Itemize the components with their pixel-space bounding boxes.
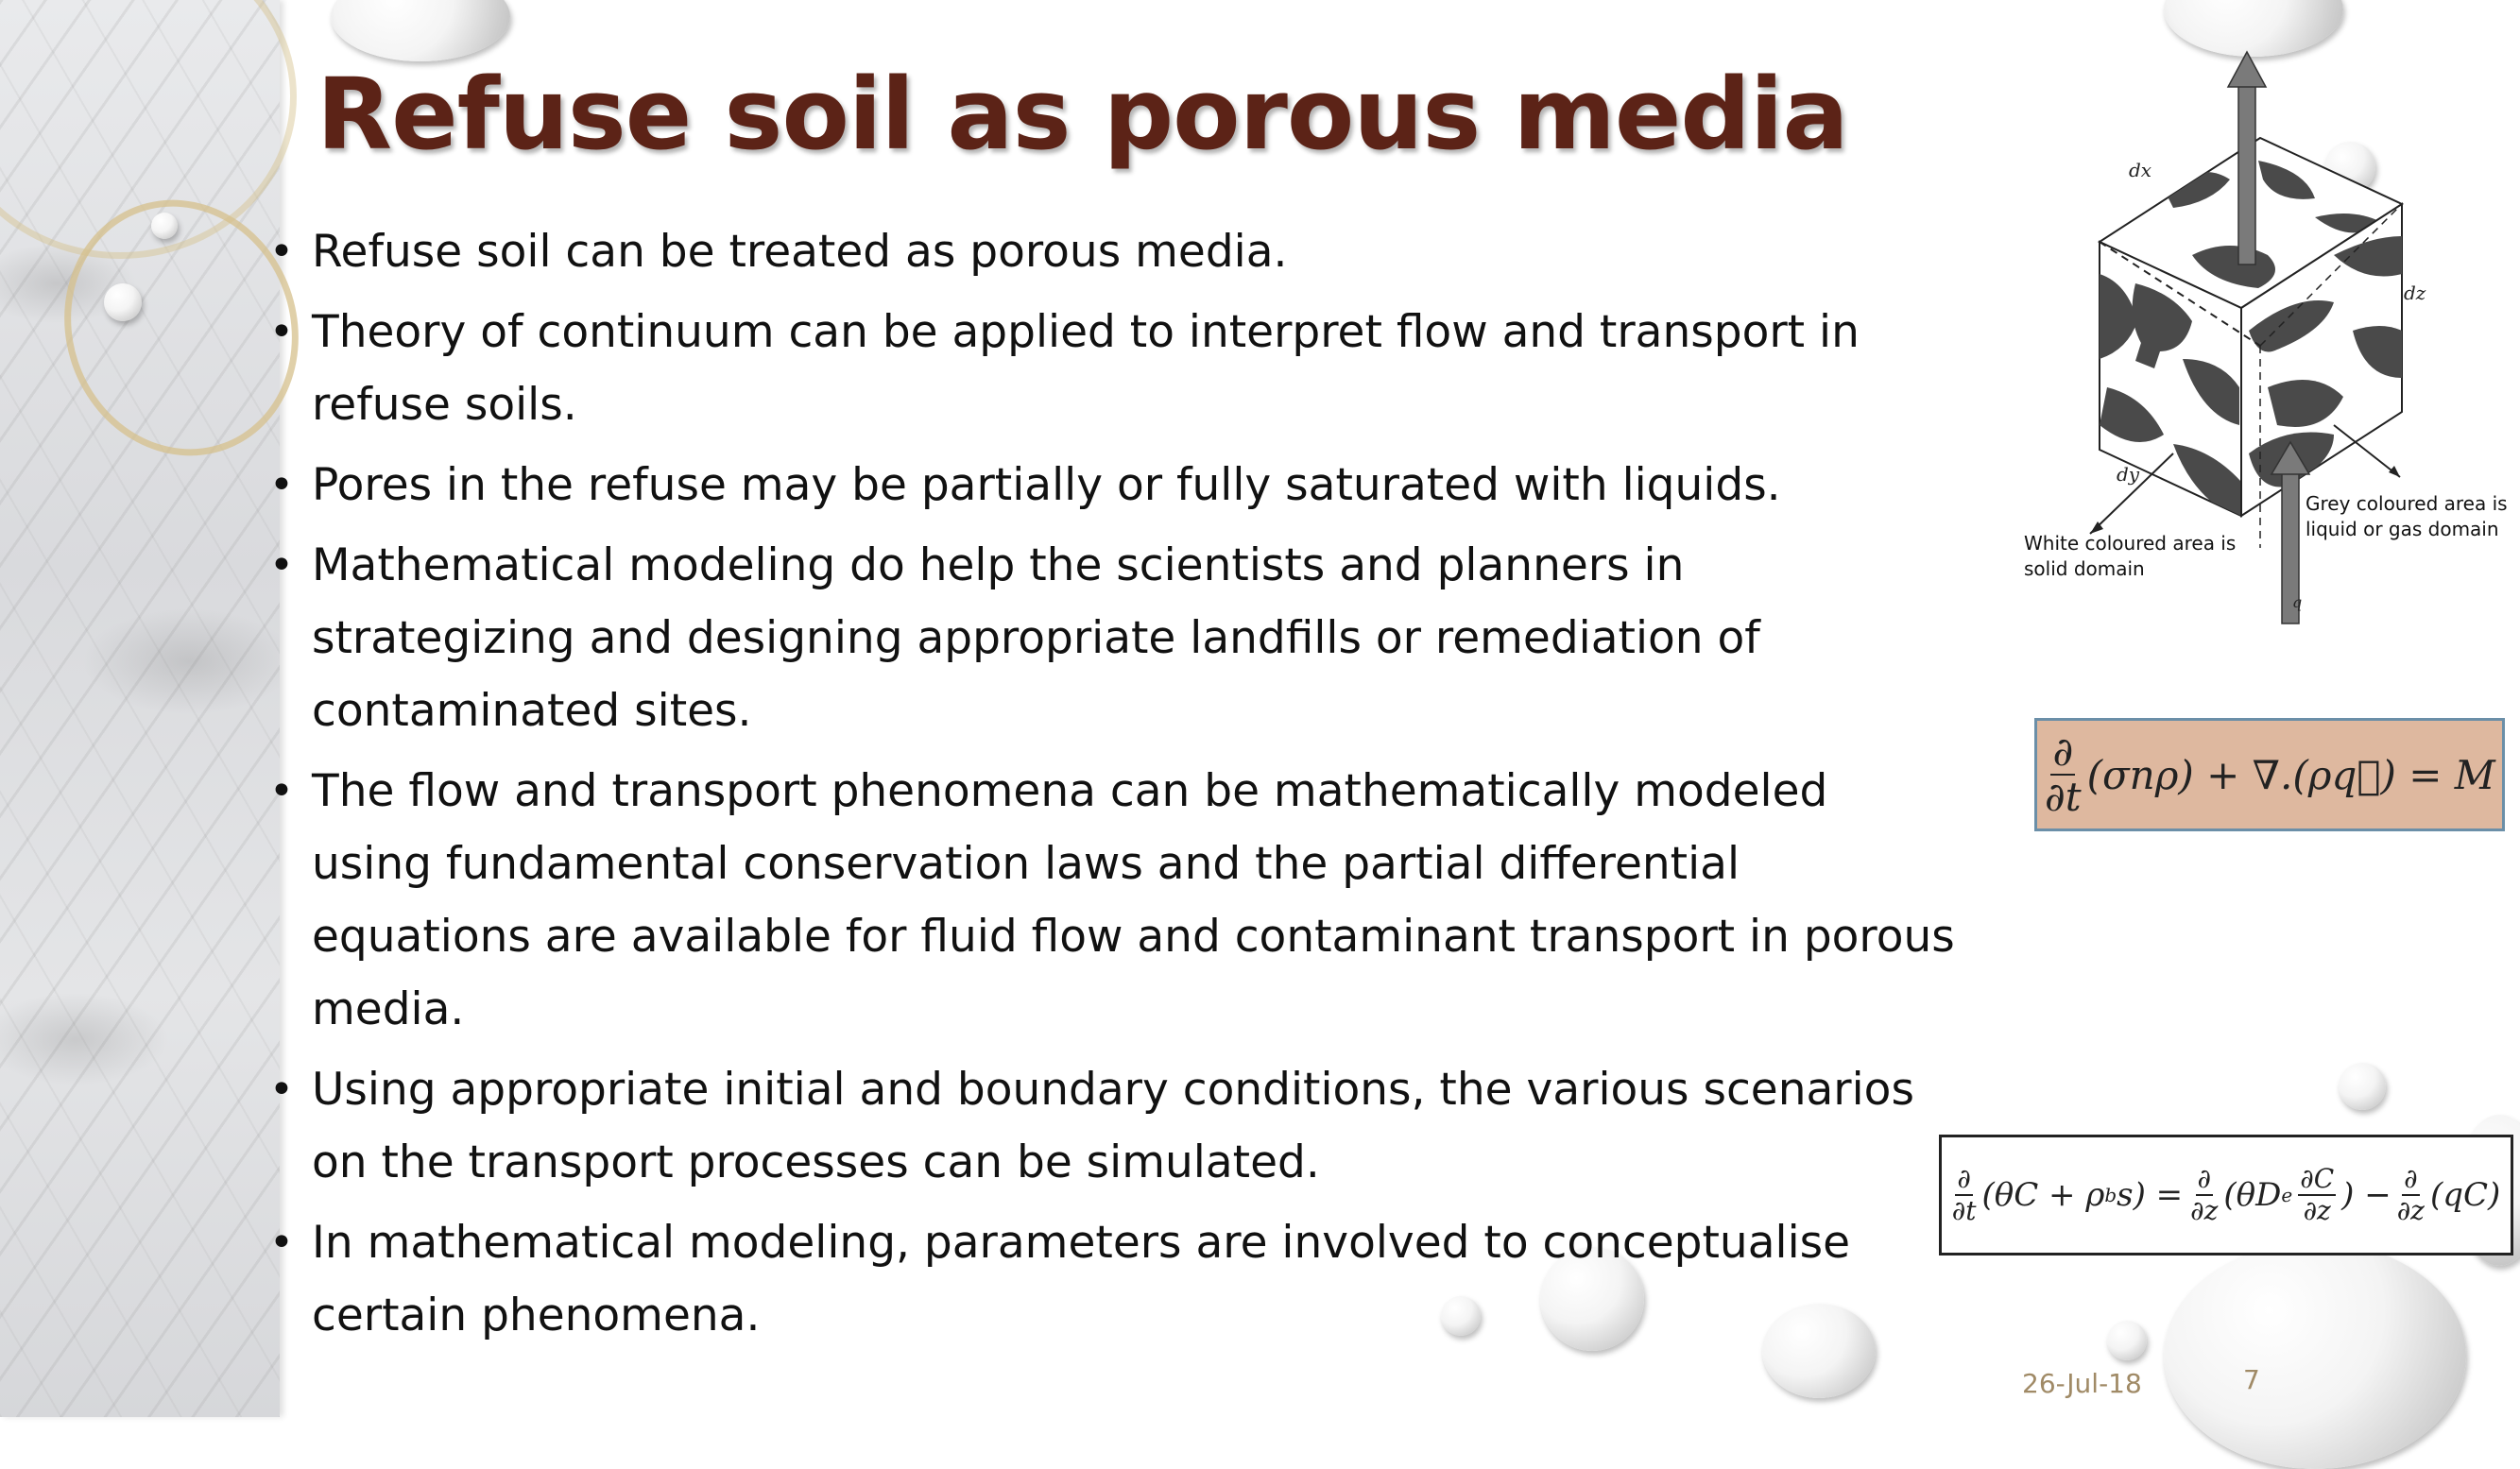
dz-label: dz xyxy=(2404,282,2426,304)
space-derivative xyxy=(2190,1163,2219,1226)
white-area-label xyxy=(2024,531,2236,582)
white-area-label-line: White coloured area is xyxy=(2024,532,2237,555)
water-drop xyxy=(2164,1242,2466,1469)
bullet-item: • Pores in the refuse may be partially or fully saturated with liquids. xyxy=(269,449,1961,521)
bullet-item: • Mathematical modeling do help the scientists and planners in strategizing and designing appropriate landfills or remediation of contaminated sites. xyxy=(269,529,1961,747)
water-drop xyxy=(2339,1063,2386,1110)
time-derivative xyxy=(2045,728,2082,820)
dz-symbol: ∂z xyxy=(2190,1195,2219,1226)
equation-term: s) = xyxy=(2117,1176,2184,1214)
dt-symbol: ∂t xyxy=(1951,1195,1977,1226)
equation-term: (θD xyxy=(2223,1176,2282,1214)
equation-body: (σnρ) + ∇.(ρq⃗) = M xyxy=(2086,751,2495,798)
grey-area-label-line: liquid or gas domain xyxy=(2306,518,2499,540)
water-drop xyxy=(151,213,178,239)
transport-equation xyxy=(1939,1135,2513,1255)
slide-title: Refuse soil as porous media xyxy=(317,57,1848,172)
equation-term: (θC + ρ xyxy=(1981,1176,2105,1214)
water-drop xyxy=(331,0,510,61)
bullet-list xyxy=(269,215,1961,1359)
dC-symbol: ∂C xyxy=(2300,1163,2335,1194)
concentration-gradient xyxy=(2298,1163,2336,1226)
porous-cube-diagram xyxy=(2022,47,2513,633)
bullet-item: • Theory of continuum can be applied to interpret flow and transport in refuse soils. xyxy=(269,296,1961,441)
dt-symbol: ∂t xyxy=(2045,774,2082,820)
equation-term: ) − xyxy=(2341,1176,2391,1214)
water-drop xyxy=(104,283,142,321)
footer-date: 26-Jul-18 xyxy=(2022,1368,2142,1399)
subscript: e xyxy=(2281,1184,2293,1206)
partial-symbol: ∂ xyxy=(2404,1163,2418,1194)
bullet-item: • Using appropriate initial and boundary conditions, the various scenarios on the transport processes can be simulated. xyxy=(269,1053,1961,1199)
partial-symbol: ∂ xyxy=(1957,1163,1971,1194)
bullet-item: • In mathematical modeling, parameters are involved to conceptualise certain phenomena. xyxy=(269,1206,1961,1352)
space-derivative xyxy=(2396,1163,2425,1226)
partial-symbol: ∂ xyxy=(2197,1163,2212,1194)
water-drop xyxy=(2107,1321,2147,1360)
grey-area-label xyxy=(2306,491,2508,542)
equation-term: (qC) xyxy=(2429,1176,2501,1214)
grey-area-label-line: Grey coloured area is xyxy=(2306,492,2508,515)
dy-label: dy xyxy=(2117,463,2140,486)
q-label: q xyxy=(2292,593,2303,611)
dx-label: dx xyxy=(2129,159,2152,181)
white-area-label-line: solid domain xyxy=(2024,557,2145,580)
partial-symbol: ∂ xyxy=(2052,728,2074,775)
continuity-equation xyxy=(2034,718,2505,831)
time-derivative xyxy=(1951,1163,1977,1226)
subscript: b xyxy=(2104,1184,2117,1206)
bullet-item: • The flow and transport phenomena can be mathematically modeled using fundamental conservation laws and the partial differential equations are available for fluid flow and contaminant transport in porous media. xyxy=(269,755,1961,1046)
bullet-item: • Refuse soil can be treated as porous media. xyxy=(269,215,1961,288)
dz-symbol: ∂z xyxy=(2396,1195,2425,1226)
page-number: 7 xyxy=(2243,1364,2260,1395)
dz-symbol: ∂z xyxy=(2303,1195,2331,1226)
